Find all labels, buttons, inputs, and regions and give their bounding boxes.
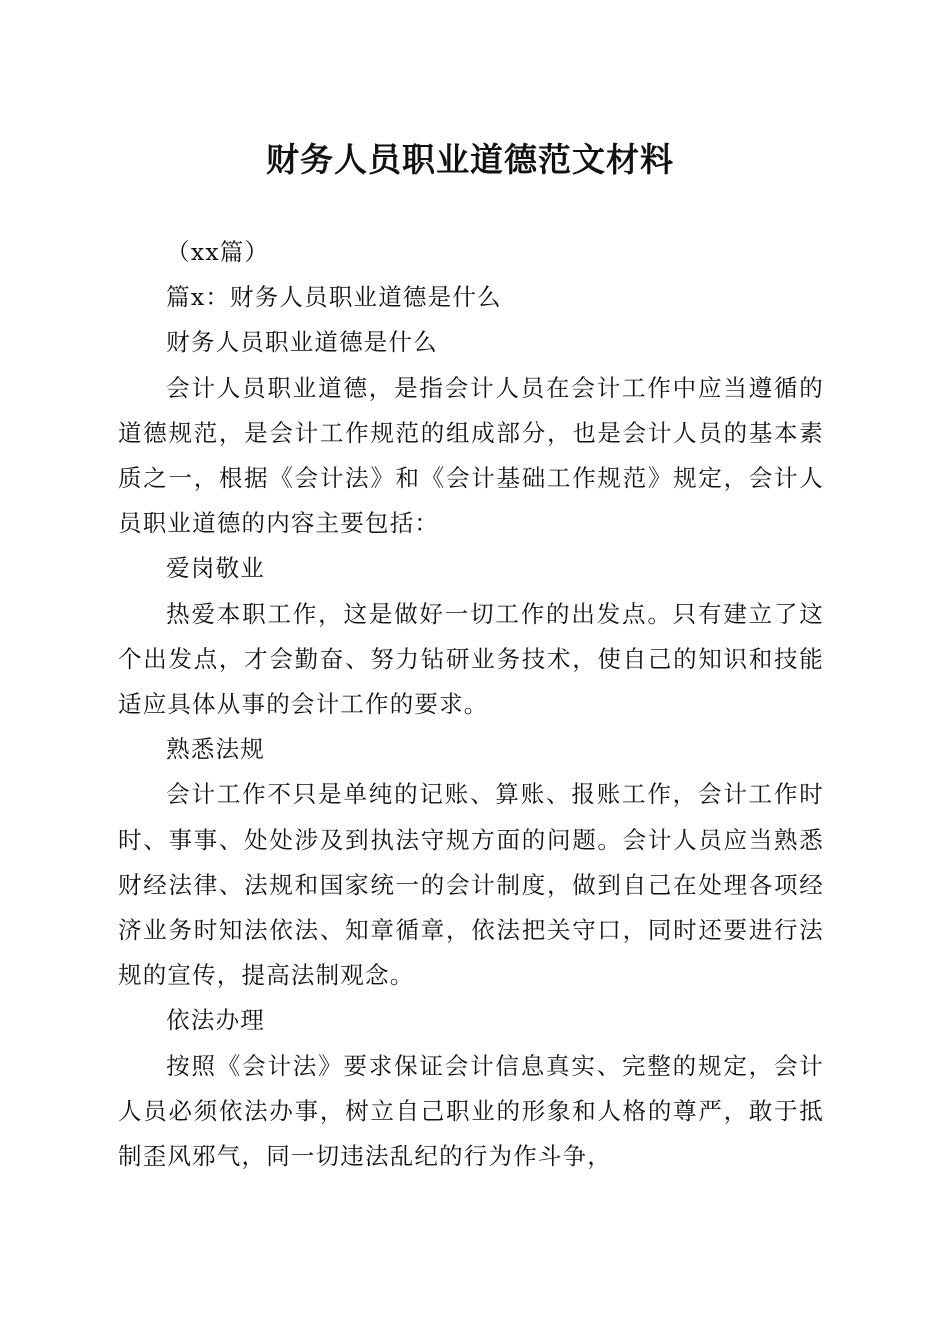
subheading-know-laws: 熟悉法规 <box>166 735 265 764</box>
paragraph-series-note: （xx篇） <box>166 238 270 266</box>
subheading-love-job: 爱岗敬业 <box>166 554 265 583</box>
document-title: 财务人员职业道德范文材料 <box>266 140 674 179</box>
paragraph-know-laws: 会计工作不只是单纯的记账、算账、报账工作，会计工作时时、事事、处处涉及到执法守规方面的问题。会计人员应当熟悉财经法律、法规和国家统一的会计制度，做到自己在处理各项经济业务时知法依法、知章循章，依法把关守口，同时还要进行法规的宣传，提高法制观念。 <box>118 780 824 990</box>
paragraph-chapter-heading: 篇x：财务人员职业道德是什么 <box>166 283 502 312</box>
paragraph-love-job: 热爱本职工作，这是做好一切工作的出发点。只有建立了这个出发点，才会勤奋、努力钻研业务技术，使自己的知识和技能适应具体从事的会计工作的要求。 <box>118 599 824 719</box>
paragraph-act-by-law: 按照《会计法》要求保证会计信息真实、完整的规定，会计人员必须依法办事，树立自己职业的形象和人格的尊严，敢于抵制歪风邪气，同一切违法乱纪的行为作斗争， <box>118 1051 824 1171</box>
paragraph-section-heading: 财务人员职业道德是什么 <box>166 328 438 357</box>
paragraph-definition: 会计人员职业道德，是指会计人员在会计工作中应当遵循的道德规范，是会计工作规范的组成部分，也是会计人员的基本素质之一，根据《会计法》和《会计基础工作规范》规定，会计人员职业道德的内容主要包括： <box>118 373 824 538</box>
subheading-act-by-law: 依法办理 <box>166 1006 265 1035</box>
document-body <box>118 230 824 1179</box>
